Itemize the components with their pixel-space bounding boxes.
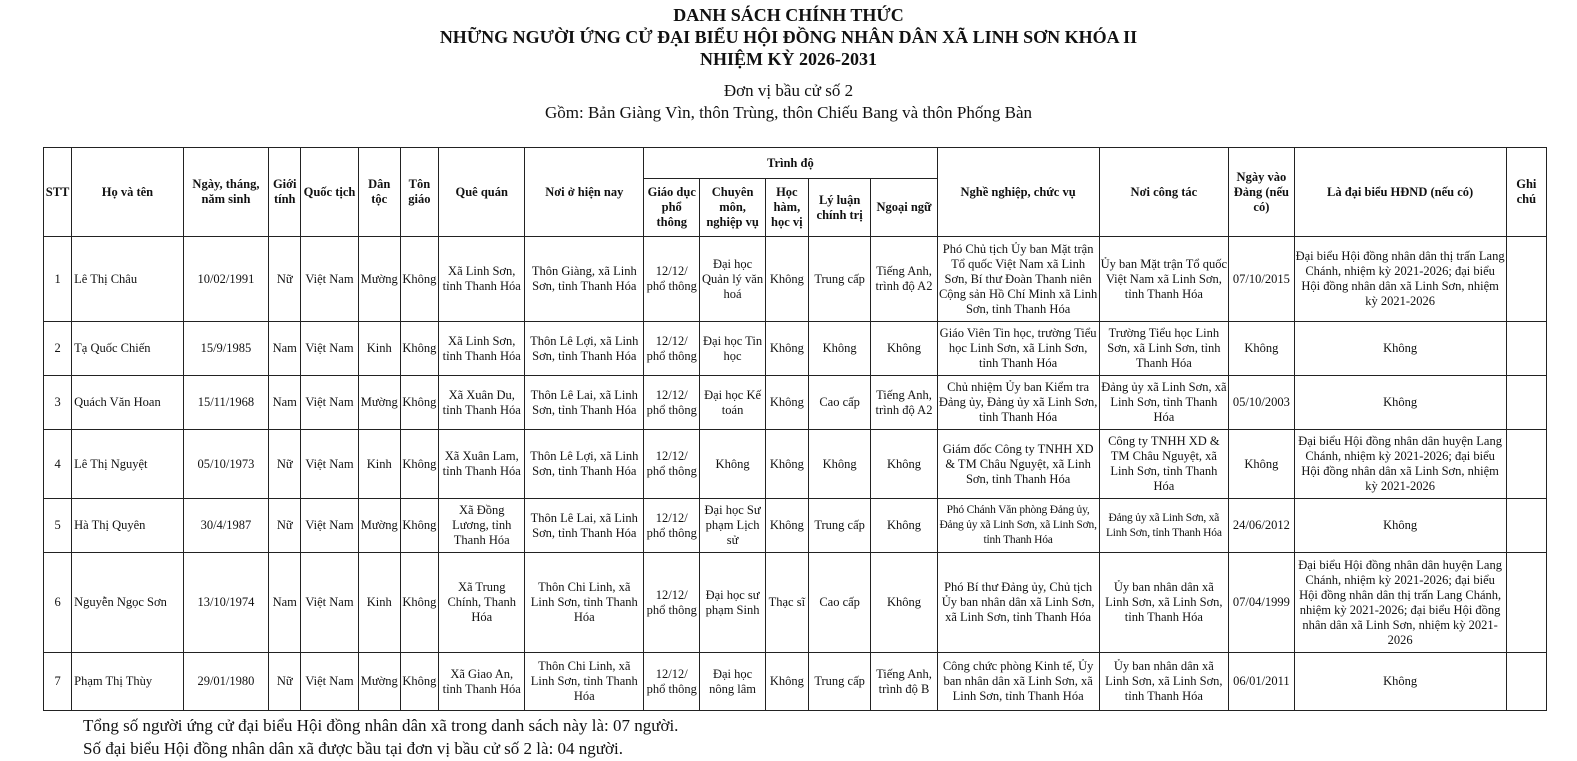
- cell-hometown: Xã Xuân Du, tỉnh Thanh Hóa: [439, 376, 525, 430]
- table-row: [44, 376, 1547, 430]
- cell-name: Lê Thị Châu: [72, 237, 184, 322]
- cell-political: Cao cấp: [808, 376, 870, 430]
- cell-professional: Không: [700, 430, 765, 499]
- cell-language: Không: [871, 553, 937, 653]
- cell-religion: Không: [400, 553, 438, 653]
- cell-delegate: Không: [1294, 499, 1506, 553]
- cell-ethnicity: Kinh: [358, 553, 400, 653]
- cell-nationality: Việt Nam: [301, 499, 358, 553]
- header-delegate: Là đại biểu HĐND (nếu có): [1294, 148, 1506, 237]
- cell-occupation: Phó Chủ tịch Ủy ban Mặt trận Tổ quốc Việt Nam xã Linh Sơn, Bí thư Đoàn Thanh niên Cộng sản Hồ Chí Minh xã Linh Sơn, tỉnh Thanh Hóa: [937, 237, 1099, 322]
- cell-party-date: Không: [1229, 430, 1294, 499]
- cell-political: Trung cấp: [808, 499, 870, 553]
- cell-dob: 10/02/1991: [183, 237, 268, 322]
- cell-professional: Đại học Quản lý văn hoá: [700, 237, 765, 322]
- cell-workplace: Ủy ban Mặt trận Tổ quốc Việt Nam xã Linh Sơn, tỉnh Thanh Hóa: [1099, 237, 1229, 322]
- cell-dob: 15/9/1985: [183, 322, 268, 376]
- header-language: Ngoại ngữ: [871, 179, 937, 237]
- cell-degree: Không: [765, 499, 808, 553]
- cell-language: Không: [871, 499, 937, 553]
- header-workplace: Nơi công tác: [1099, 148, 1229, 237]
- cell-gender: Nữ: [269, 237, 301, 322]
- cell-general-edu: 12/12/ phổ thông: [644, 499, 700, 553]
- cell-gender: Nam: [269, 322, 301, 376]
- cell-hometown: Xã Xuân Lam, tỉnh Thanh Hóa: [439, 430, 525, 499]
- cell-general-edu: 12/12/ phổ thông: [644, 322, 700, 376]
- cell-name: Nguyễn Ngọc Sơn: [72, 553, 184, 653]
- cell-stt: 6: [44, 553, 72, 653]
- cell-religion: Không: [400, 653, 438, 711]
- seats-to-elect-text: Số đại biểu Hội đồng nhân dân xã được bầu tại đơn vị bầu cử số 2 là: 04 người.: [83, 739, 623, 758]
- cell-religion: Không: [400, 322, 438, 376]
- cell-religion: Không: [400, 430, 438, 499]
- header-nationality: Quốc tịch: [301, 148, 358, 237]
- cell-professional: Đại học Kế toán: [700, 376, 765, 430]
- cell-nationality: Việt Nam: [301, 553, 358, 653]
- cell-party-date: 06/01/2011: [1229, 653, 1294, 711]
- cell-religion: Không: [400, 237, 438, 322]
- cell-workplace: Đảng ủy xã Linh Sơn, xã Linh Sơn, tỉnh Thanh Hóa: [1099, 376, 1229, 430]
- cell-dob: 15/11/1968: [183, 376, 268, 430]
- electoral-unit: Đơn vị bầu cử số 2: [723, 81, 854, 100]
- cell-residence: Thôn Giàng, xã Linh Sơn, tỉnh Thanh Hóa: [525, 237, 644, 322]
- header-education: Trình độ: [644, 148, 938, 179]
- cell-note: [1506, 322, 1546, 376]
- cell-language: Không: [871, 322, 937, 376]
- document-subtitle: NHỮNG NGƯỜI ỨNG CỬ ĐẠI BIỂU HỘI ĐỒNG NHÂN DÂN XÃ LINH SƠN KHÓA II: [439, 27, 1138, 47]
- cell-stt: 4: [44, 430, 72, 499]
- cell-gender: Nữ: [269, 653, 301, 711]
- cell-delegate: Không: [1294, 653, 1506, 711]
- header-residence: Nơi ở hiện nay: [525, 148, 644, 237]
- term-title: NHIỆM KỲ 2026-2031: [700, 49, 877, 69]
- cell-dob: 30/4/1987: [183, 499, 268, 553]
- header-professional: Chuyên môn, nghiệp vụ: [700, 179, 765, 237]
- cell-ethnicity: Mường: [358, 237, 400, 322]
- cell-nationality: Việt Nam: [301, 430, 358, 499]
- cell-workplace: Công ty TNHH XD & TM Châu Nguyệt, xã Linh Sơn, tỉnh Thanh Hóa: [1099, 430, 1229, 499]
- cell-residence: Thôn Lê Lợi, xã Linh Sơn, tỉnh Thanh Hóa: [525, 430, 644, 499]
- header-general-edu: Giáo dục phổ thông: [644, 179, 700, 237]
- cell-gender: Nam: [269, 553, 301, 653]
- cell-name: Tạ Quốc Chiến: [72, 322, 184, 376]
- cell-professional: Đại học nông lâm: [700, 653, 765, 711]
- cell-name: Hà Thị Quyên: [72, 499, 184, 553]
- cell-occupation: Giám đốc Công ty TNHH XD & TM Châu Nguyệt, xã Linh Sơn, tỉnh Thanh Hóa: [937, 430, 1099, 499]
- cell-degree: Không: [765, 376, 808, 430]
- cell-occupation: Phó Bí thư Đảng ủy, Chủ tịch Ủy ban nhân dân xã Linh Sơn, xã Linh Sơn, tỉnh Thanh Hóa: [937, 553, 1099, 653]
- cell-degree: Không: [765, 237, 808, 322]
- header-occupation: Nghề nghiệp, chức vụ: [937, 148, 1099, 237]
- cell-dob: 13/10/1974: [183, 553, 268, 653]
- cell-hometown: Xã Linh Sơn, tỉnh Thanh Hóa: [439, 237, 525, 322]
- total-candidates-text: Tổng số người ứng cử đại biểu Hội đồng nhân dân xã trong danh sách này là: 07 người.: [83, 716, 679, 735]
- cell-general-edu: 12/12/ phổ thông: [644, 653, 700, 711]
- cell-religion: Không: [400, 499, 438, 553]
- cell-language: Không: [871, 430, 937, 499]
- header-religion: Tôn giáo: [400, 148, 438, 237]
- cell-residence: Thôn Lê Lai, xã Linh Sơn, tỉnh Thanh Hóa: [525, 499, 644, 553]
- table-row: [44, 322, 1547, 376]
- cell-professional: Đại học Tin học: [700, 322, 765, 376]
- cell-ethnicity: Kinh: [358, 430, 400, 499]
- cell-workplace: Đảng ủy xã Linh Sơn, xã Linh Sơn, tỉnh Thanh Hóa: [1099, 499, 1229, 553]
- table-row: [44, 499, 1547, 553]
- table-row: [44, 653, 1547, 711]
- cell-general-edu: 12/12/ phổ thông: [644, 376, 700, 430]
- cell-name: Lê Thị Nguyệt: [72, 430, 184, 499]
- cell-ethnicity: Mường: [358, 653, 400, 711]
- header-stt: STT: [44, 148, 72, 237]
- cell-nationality: Việt Nam: [301, 237, 358, 322]
- cell-delegate: Đại biểu Hội đồng nhân dân huyện Lang Chánh, nhiệm kỳ 2021-2026; đại biểu Hội đồng nhân dân thị trấn Lang Chánh, nhiệm kỳ 2021-2026; đại biểu Hội đồng nhân dân xã Linh Sơn, nhiệm kỳ 2021-2026: [1294, 553, 1506, 653]
- header-hometown: Quê quán: [439, 148, 525, 237]
- cell-general-edu: 12/12/ phổ thông: [644, 430, 700, 499]
- document-title: DANH SÁCH CHÍNH THỨC: [673, 5, 904, 25]
- cell-delegate: Đại biểu Hội đồng nhân dân thị trấn Lang Chánh, nhiệm kỳ 2021-2026; đại biểu Hội đồng nhân dân xã Linh Sơn, nhiệm kỳ 2021-2026: [1294, 237, 1506, 322]
- cell-occupation: Giáo Viên Tin học, trường Tiểu học Linh Sơn, xã Linh Sơn, tỉnh Thanh Hóa: [937, 322, 1099, 376]
- cell-note: [1506, 237, 1546, 322]
- cell-religion: Không: [400, 376, 438, 430]
- header-ethnicity: Dân tộc: [358, 148, 400, 237]
- cell-hometown: Xã Linh Sơn, tỉnh Thanh Hóa: [439, 322, 525, 376]
- cell-workplace: Ủy ban nhân dân xã Linh Sơn, xã Linh Sơn, tỉnh Thanh Hóa: [1099, 553, 1229, 653]
- cell-note: [1506, 653, 1546, 711]
- cell-gender: Nữ: [269, 430, 301, 499]
- header-note: Ghi chú: [1506, 148, 1546, 237]
- cell-nationality: Việt Nam: [301, 653, 358, 711]
- electoral-unit-includes: Gồm: Bản Giàng Vìn, thôn Trùng, thôn Chiếu Bang và thôn Phống Bàn: [544, 103, 1033, 122]
- cell-stt: 1: [44, 237, 72, 322]
- table-row: [44, 237, 1547, 322]
- cell-occupation: Chủ nhiệm Ủy ban Kiểm tra Đảng ủy, Đảng ủy xã Linh Sơn, tỉnh Thanh Hóa: [937, 376, 1099, 430]
- cell-general-edu: 12/12/ phổ thông: [644, 237, 700, 322]
- cell-political: Không: [808, 430, 870, 499]
- header-dob: Ngày, tháng, năm sinh: [183, 148, 268, 237]
- cell-occupation: Công chức phòng Kinh tế, Ủy ban nhân dân xã Linh Sơn, xã Linh Sơn, tỉnh Thanh Hóa: [937, 653, 1099, 711]
- cell-political: Trung cấp: [808, 653, 870, 711]
- cell-ethnicity: Mường: [358, 499, 400, 553]
- cell-gender: Nam: [269, 376, 301, 430]
- cell-dob: 05/10/1973: [183, 430, 268, 499]
- cell-note: [1506, 376, 1546, 430]
- cell-name: Quách Văn Hoan: [72, 376, 184, 430]
- cell-note: [1506, 430, 1546, 499]
- cell-language: Tiếng Anh, trình độ A2: [871, 237, 937, 322]
- cell-language: Tiếng Anh, trình độ B: [871, 653, 937, 711]
- table-header-row: [44, 148, 1547, 179]
- cell-nationality: Việt Nam: [301, 322, 358, 376]
- cell-dob: 29/01/1980: [183, 653, 268, 711]
- table-row: [44, 430, 1547, 499]
- cell-hometown: Xã Giao An, tỉnh Thanh Hóa: [439, 653, 525, 711]
- cell-language: Tiếng Anh, trình độ A2: [871, 376, 937, 430]
- header-degree: Học hàm, học vị: [765, 179, 808, 237]
- cell-workplace: Trường Tiểu học Linh Sơn, xã Linh Sơn, tỉnh Thanh Hóa: [1099, 322, 1229, 376]
- cell-degree: Không: [765, 653, 808, 711]
- candidates-table: [43, 147, 1547, 711]
- cell-general-edu: 12/12/ phổ thông: [644, 553, 700, 653]
- cell-ethnicity: Mường: [358, 376, 400, 430]
- cell-note: [1506, 499, 1546, 553]
- table-row: [44, 553, 1547, 653]
- document-footer: [83, 714, 678, 760]
- cell-nationality: Việt Nam: [301, 376, 358, 430]
- cell-political: Không: [808, 322, 870, 376]
- cell-workplace: Ủy ban nhân dân xã Linh Sơn, xã Linh Sơn, tỉnh Thanh Hóa: [1099, 653, 1229, 711]
- cell-political: Cao cấp: [808, 553, 870, 653]
- cell-degree: Không: [765, 322, 808, 376]
- cell-residence: Thôn Chi Linh, xã Linh Sơn, tỉnh Thanh Hóa: [525, 553, 644, 653]
- cell-party-date: 07/04/1999: [1229, 553, 1294, 653]
- cell-professional: Đại học Sư phạm Lịch sử: [700, 499, 765, 553]
- header-party-date: Ngày vào Đảng (nếu có): [1229, 148, 1294, 237]
- cell-political: Trung cấp: [808, 237, 870, 322]
- cell-hometown: Xã Trung Chính, Thanh Hóa: [439, 553, 525, 653]
- cell-professional: Đại học sư phạm Sinh: [700, 553, 765, 653]
- cell-gender: Nữ: [269, 499, 301, 553]
- cell-party-date: 07/10/2015: [1229, 237, 1294, 322]
- cell-occupation: Phó Chánh Văn phòng Đảng ủy, Đảng ủy xã Linh Sơn, xã Linh Sơn, tỉnh Thanh Hóa: [937, 499, 1099, 553]
- cell-stt: 7: [44, 653, 72, 711]
- cell-delegate: Đại biểu Hội đồng nhân dân huyện Lang Chánh, nhiệm kỳ 2021-2026; đại biểu Hội đồng nhân dân xã Linh Sơn, nhiệm kỳ 2021-2026: [1294, 430, 1506, 499]
- cell-delegate: Không: [1294, 322, 1506, 376]
- cell-party-date: Không: [1229, 322, 1294, 376]
- cell-party-date: 05/10/2003: [1229, 376, 1294, 430]
- cell-delegate: Không: [1294, 376, 1506, 430]
- cell-hometown: Xã Đồng Lương, tỉnh Thanh Hóa: [439, 499, 525, 553]
- cell-residence: Thôn Lê Lai, xã Linh Sơn, tỉnh Thanh Hóa: [525, 376, 644, 430]
- cell-degree: Thạc sĩ: [765, 553, 808, 653]
- cell-stt: 3: [44, 376, 72, 430]
- header-name: Họ và tên: [72, 148, 184, 237]
- cell-stt: 2: [44, 322, 72, 376]
- cell-name: Phạm Thị Thùy: [72, 653, 184, 711]
- cell-note: [1506, 553, 1546, 653]
- cell-party-date: 24/06/2012: [1229, 499, 1294, 553]
- cell-ethnicity: Kinh: [358, 322, 400, 376]
- cell-stt: 5: [44, 499, 72, 553]
- cell-degree: Không: [765, 430, 808, 499]
- cell-residence: Thôn Lê Lợi, xã Linh Sơn, tỉnh Thanh Hóa: [525, 322, 644, 376]
- header-gender: Giới tính: [269, 148, 301, 237]
- cell-residence: Thôn Chi Linh, xã Linh Sơn, tỉnh Thanh Hóa: [525, 653, 644, 711]
- document-header: [0, 4, 1577, 124]
- header-political: Lý luận chính trị: [808, 179, 870, 237]
